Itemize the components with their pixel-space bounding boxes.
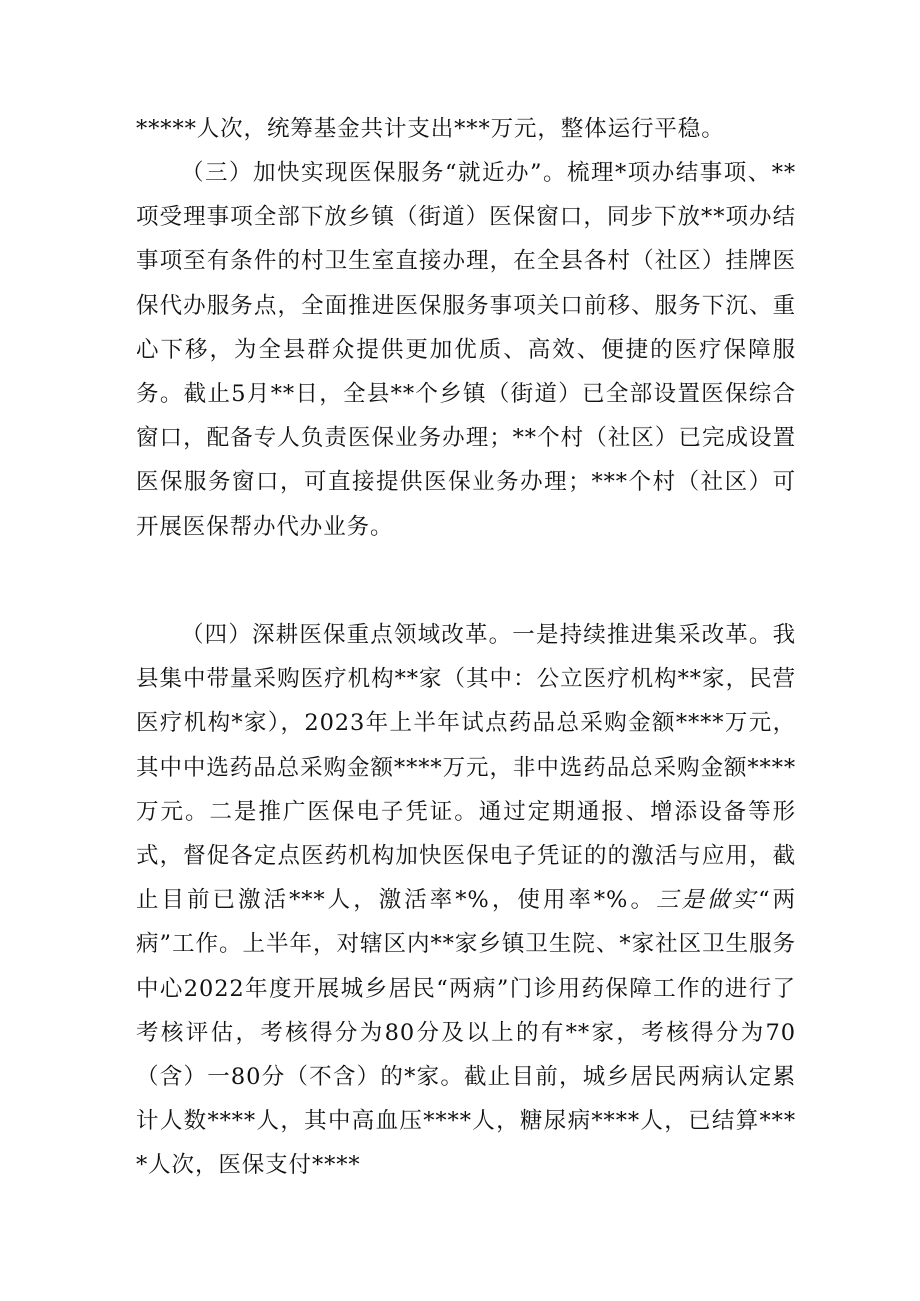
paragraph-key-reforms-part-2: “两病”工作。上半年，对辖区内**家乡镇卫生院、*家社区卫生服务中心2022年度开展城乡居民“两病”门诊用药保障工作的进行了考核评估，考核得分为80分及以上的有**家，考核得分为70（含）一80分（不含）的*家。截止目前，城乡居民两病认定累计人数****人，其中高血压****人，糖尿病****人，已结算****人次，医保支付****: [136, 887, 796, 1179]
paragraph-key-reforms: [136, 613, 796, 1188]
paragraph-nearby-services: （三）加快实现医保服务“就近办”。梳理*项办结事项、**项受理事项全部下放乡镇（街道）医保窗口，同步下放**项办结事项至有条件的村卫生室直接办理，在全县各村（社区）挂牌医保代办服务点，全面推进医保服务事项关口前移、服务下沉、重心下移，为全县群众提供更加优质、高效、便捷的医疗保障服务。截止5月**日，全县**个乡镇（街道）已全部设置医保综合窗口，配备专人负责医保业务办理；**个村（社区）已完成设置医保服务窗口，可直接提供医保业务办理；***个村（社区）可开展医保帮办代办业务。: [136, 160, 796, 540]
paragraph-key-reforms-part-1: （四）深耕医保重点领域改革。一是持续推进集采改革。我县集中带量采购医疗机构**家（其中：公立医疗机构**家，民营医疗机构*家），2023年上半年试点药品总采购金额****万元，其中中选药品总采购金额****万元，非中选药品总采购金额****万元。二是推广医保电子凭证。通过定期通报、增添设备等形式，督促各定点医药机构加快医保电子凭证的的激活与应用，截止目前已激活***人，激活率*%，使用率*%。: [136, 622, 796, 914]
paragraph-key-reforms-italic: 三是做实: [655, 887, 759, 914]
paragraph-fund-summary: *****人次，统筹基金共计支出***万元，整体运行平稳。: [136, 116, 725, 142]
